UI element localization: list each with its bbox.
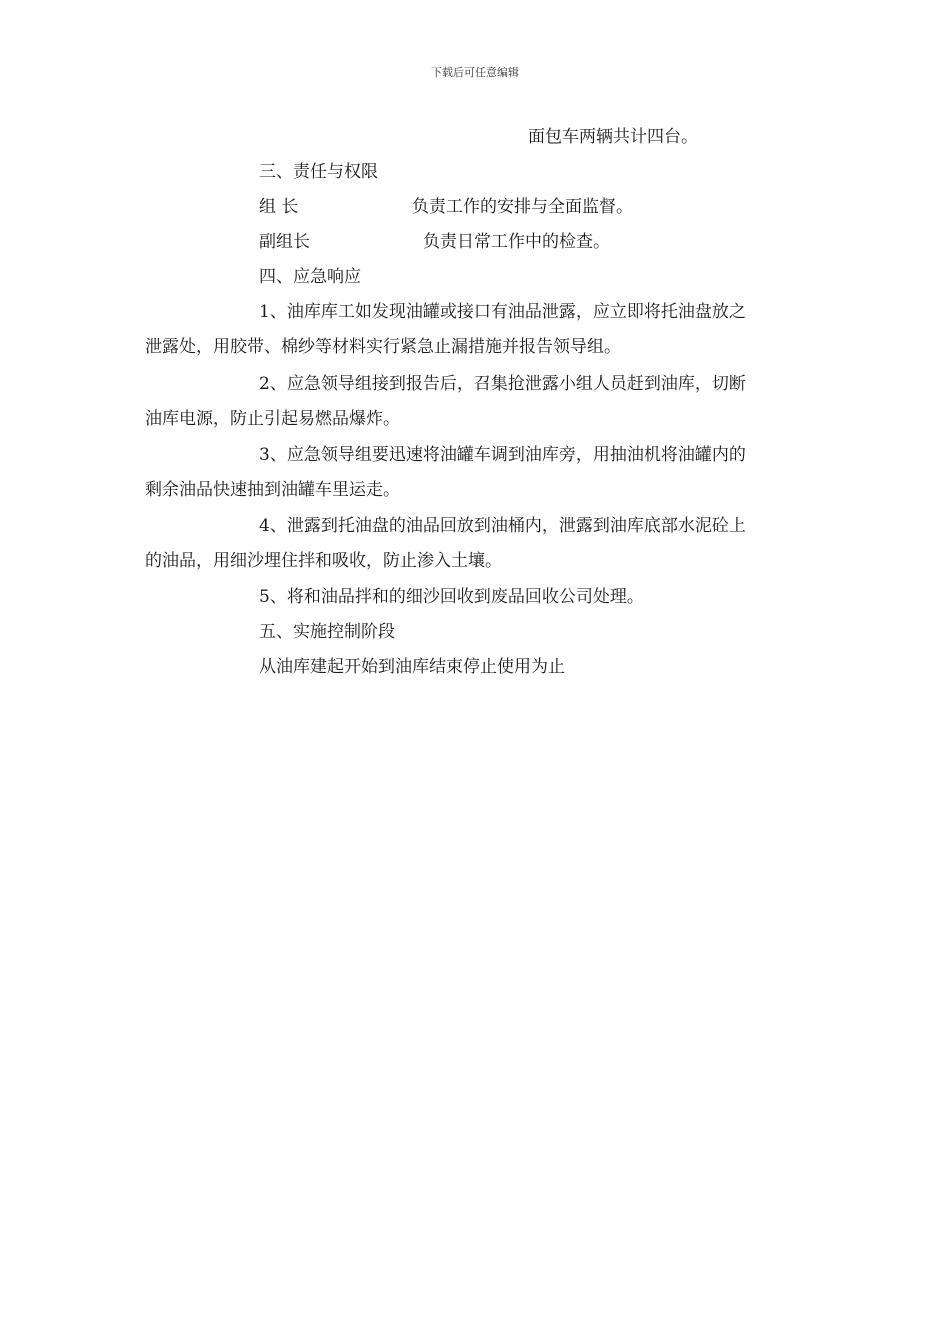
item-2-line-1: 2、应急领导组接到报告后，召集抢泄露小组人员赶到油库，切断 bbox=[259, 374, 746, 394]
vehicles-line: 面包车两辆共计四台。 bbox=[528, 127, 698, 147]
item-3-line-2: 剩余油品快速抽到油罐车里运走。 bbox=[145, 480, 400, 500]
item-1-line-1: 1、油库库工如发现油罐或接口有油品泄露，应立即将托油盘放之 bbox=[259, 302, 746, 322]
section-4-title: 四、应急响应 bbox=[259, 267, 361, 287]
item-4-line-2: 的油品，用细沙埋住拌和吸收，防止渗入土壤。 bbox=[145, 551, 502, 571]
section-3-title: 三、责任与权限 bbox=[259, 162, 378, 182]
item-1-line-2: 泄露处，用胶带、棉纱等材料实行紧急止漏措施并报告领导组。 bbox=[145, 337, 621, 357]
item-5-line-1: 5、将和油品拌和的细沙回收到废品回收公司处理。 bbox=[259, 587, 644, 607]
page-header-note: 下载后可任意编辑 bbox=[431, 66, 519, 79]
item-3-line-1: 3、应急领导组要迅速将油罐车调到油库旁，用抽油机将油罐内的 bbox=[259, 445, 746, 465]
role-name: 副组长 bbox=[259, 232, 310, 252]
item-4-line-1: 4、泄露到托油盘的油品回放到油桶内，泄露到油库底部水泥砼上 bbox=[259, 516, 746, 536]
role-row-deputy bbox=[259, 231, 310, 253]
role-duty-leader: 负责工作的安排与全面监督。 bbox=[412, 197, 633, 217]
role-row-leader bbox=[259, 196, 298, 218]
role-duty-deputy: 负责日常工作中的检查。 bbox=[423, 232, 610, 252]
item-2-line-2: 油库电源，防止引起易燃品爆炸。 bbox=[145, 409, 400, 429]
section-5-text: 从油库建起开始到油库结束停止使用为止 bbox=[259, 657, 565, 677]
section-5-title: 五、实施控制阶段 bbox=[259, 622, 395, 642]
role-name: 组 长 bbox=[259, 197, 299, 217]
